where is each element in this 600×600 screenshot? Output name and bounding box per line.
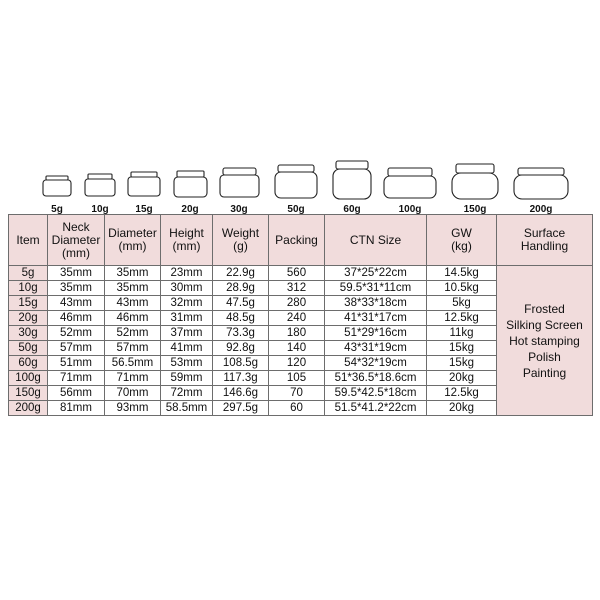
header-diameter: Diameter (mm) [105, 215, 161, 266]
cell-ctn: 37*25*22cm [325, 266, 427, 281]
cell-ctn: 41*31*17cm [325, 311, 427, 326]
header-height: Height (mm) [161, 215, 213, 266]
cell-packing: 60 [269, 401, 325, 416]
surface-option: Painting [522, 365, 567, 380]
cell-packing: 105 [269, 371, 325, 386]
cell-packing: 280 [269, 296, 325, 311]
cell-weight: 117.3g [213, 371, 269, 386]
cell-diameter: 70mm [105, 386, 161, 401]
cell-height: 72mm [161, 386, 213, 401]
cell-gw: 14.5kg [427, 266, 497, 281]
cell-item: 20g [9, 311, 48, 326]
cell-weight: 297.5g [213, 401, 269, 416]
cell-neck: 56mm [48, 386, 105, 401]
spec-table [8, 214, 593, 416]
cell-height: 53mm [161, 356, 213, 371]
header-row [9, 215, 593, 266]
jar-label: 60g [343, 204, 361, 215]
cell-item: 15g [9, 296, 48, 311]
jar-200g-icon [514, 168, 568, 199]
cell-ctn: 51*36.5*18.6cm [325, 371, 427, 386]
jar-60g-icon [333, 161, 371, 199]
cell-item: 100g [9, 371, 48, 386]
cell-diameter: 71mm [105, 371, 161, 386]
jar-20g-icon [174, 171, 207, 197]
cell-height: 30mm [161, 281, 213, 296]
header-surface-handling: Surface Handling [497, 215, 593, 266]
cell-height: 41mm [161, 341, 213, 356]
header-item: Item [9, 215, 48, 266]
cell-ctn: 51.5*41.2*22cm [325, 401, 427, 416]
cell-diameter: 57mm [105, 341, 161, 356]
jar-100g-icon [384, 168, 436, 198]
jar-label: 20g [181, 204, 199, 215]
cell-ctn: 59.5*31*11cm [325, 281, 427, 296]
cell-neck: 43mm [48, 296, 105, 311]
cell-gw: 11kg [427, 326, 497, 341]
header-weight: Weight (g) [213, 215, 269, 266]
cell-height: 37mm [161, 326, 213, 341]
cell-neck: 52mm [48, 326, 105, 341]
jar-30g-icon [220, 168, 259, 197]
jar-label: 10g [91, 204, 109, 215]
cell-height: 31mm [161, 311, 213, 326]
cell-ctn: 54*32*19cm [325, 356, 427, 371]
cell-diameter: 93mm [105, 401, 161, 416]
cell-item: 60g [9, 356, 48, 371]
cell-packing: 180 [269, 326, 325, 341]
cell-height: 23mm [161, 266, 213, 281]
cell-item: 150g [9, 386, 48, 401]
header-gw: GW (kg) [427, 215, 497, 266]
cell-weight: 92.8g [213, 341, 269, 356]
cell-ctn: 51*29*16cm [325, 326, 427, 341]
cell-ctn: 43*31*19cm [325, 341, 427, 356]
jar-label: 50g [287, 204, 305, 215]
cell-weight: 108.5g [213, 356, 269, 371]
cell-diameter: 56.5mm [105, 356, 161, 371]
jar-illustration-row [8, 156, 592, 216]
cell-packing: 120 [269, 356, 325, 371]
cell-item: 5g [9, 266, 48, 281]
cell-neck: 46mm [48, 311, 105, 326]
surface-option: Polish [528, 349, 561, 364]
cell-neck: 35mm [48, 266, 105, 281]
jar-5g-icon [43, 176, 71, 196]
cell-weight: 28.9g [213, 281, 269, 296]
cell-item: 50g [9, 341, 48, 356]
header-packing: Packing [269, 215, 325, 266]
cell-neck: 51mm [48, 356, 105, 371]
cell-ctn: 59.5*42.5*18cm [325, 386, 427, 401]
cell-packing: 140 [269, 341, 325, 356]
cell-weight: 47.5g [213, 296, 269, 311]
cell-height: 32mm [161, 296, 213, 311]
cell-item: 200g [9, 401, 48, 416]
cell-packing: 240 [269, 311, 325, 326]
cell-gw: 15kg [427, 356, 497, 371]
cell-surface-handling [497, 266, 593, 416]
cell-packing: 560 [269, 266, 325, 281]
header-neck-diameter: Neck Diameter (mm) [48, 215, 105, 266]
cell-gw: 12.5kg [427, 386, 497, 401]
cell-item: 30g [9, 326, 48, 341]
cell-neck: 81mm [48, 401, 105, 416]
jar-50g-icon [275, 165, 317, 198]
jar-15g-icon [128, 172, 160, 196]
cell-gw: 12.5kg [427, 311, 497, 326]
cell-packing: 312 [269, 281, 325, 296]
surface-option: Silking Screen [506, 317, 583, 332]
cell-gw: 15kg [427, 341, 497, 356]
cell-diameter: 46mm [105, 311, 161, 326]
cell-neck: 71mm [48, 371, 105, 386]
table-row [9, 266, 593, 281]
cell-weight: 22.9g [213, 266, 269, 281]
jar-10g-icon [85, 174, 115, 196]
cell-gw: 20kg [427, 371, 497, 386]
jar-label: 100g [398, 204, 422, 215]
jar-label: 5g [51, 204, 63, 215]
cell-packing: 70 [269, 386, 325, 401]
cell-weight: 48.5g [213, 311, 269, 326]
surface-option: Hot stamping [509, 333, 580, 348]
jar-150g-icon [452, 164, 498, 199]
cell-height: 58.5mm [161, 401, 213, 416]
cell-diameter: 35mm [105, 266, 161, 281]
cell-diameter: 52mm [105, 326, 161, 341]
cell-height: 59mm [161, 371, 213, 386]
jar-label: 15g [135, 204, 153, 215]
cell-neck: 57mm [48, 341, 105, 356]
jar-label: 200g [529, 204, 553, 215]
cell-gw: 5kg [427, 296, 497, 311]
cell-item: 10g [9, 281, 48, 296]
cell-weight: 146.6g [213, 386, 269, 401]
cell-gw: 20kg [427, 401, 497, 416]
cell-ctn: 38*33*18cm [325, 296, 427, 311]
cell-weight: 73.3g [213, 326, 269, 341]
cell-neck: 35mm [48, 281, 105, 296]
cell-diameter: 43mm [105, 296, 161, 311]
cell-gw: 10.5kg [427, 281, 497, 296]
surface-option: Frosted [524, 301, 565, 316]
header-ctn-size: CTN Size [325, 215, 427, 266]
jar-label: 30g [230, 204, 248, 215]
jar-label: 150g [463, 204, 487, 215]
cell-diameter: 35mm [105, 281, 161, 296]
